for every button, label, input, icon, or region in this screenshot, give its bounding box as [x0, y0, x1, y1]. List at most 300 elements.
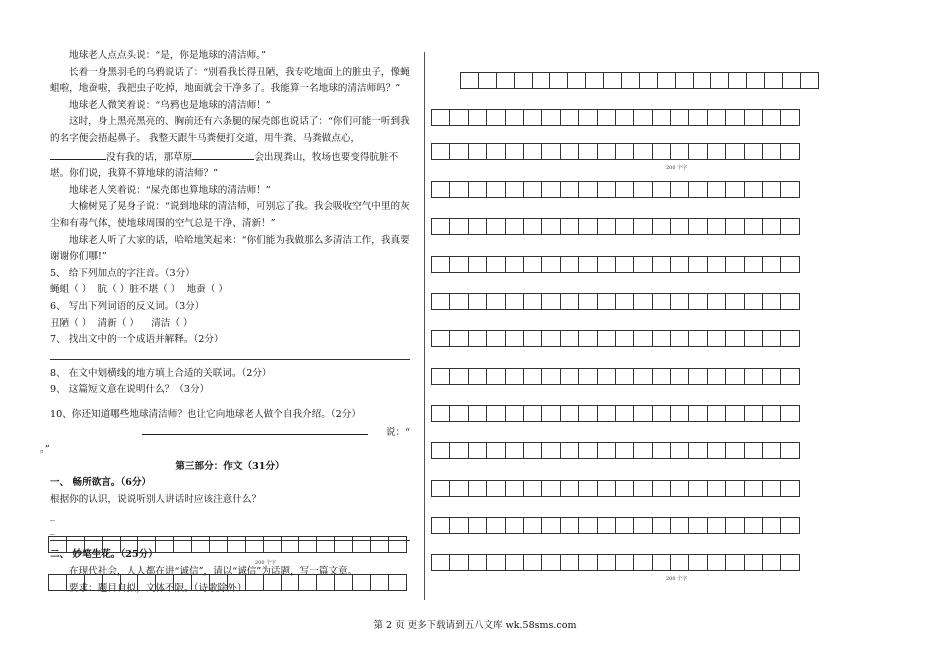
grid-cell[interactable]: [469, 256, 487, 273]
grid-cell[interactable]: [763, 442, 781, 459]
answer-dash[interactable]: _: [50, 524, 55, 536]
grid-cell[interactable]: [671, 368, 689, 385]
grid-cell[interactable]: [389, 536, 407, 553]
grid-cell[interactable]: [579, 554, 597, 571]
grid-cell[interactable]: [542, 256, 560, 273]
grid-cell[interactable]: [246, 574, 264, 591]
grid-cell[interactable]: [598, 218, 616, 235]
grid-cell[interactable]: [450, 405, 468, 422]
grid-cell[interactable]: [781, 181, 799, 198]
grid-cell[interactable]: [634, 554, 652, 571]
grid-cell[interactable]: [745, 442, 763, 459]
composition-grid-row[interactable]: [431, 442, 800, 459]
grid-cell[interactable]: [653, 517, 671, 534]
grid-cell[interactable]: [432, 109, 450, 126]
grid-cell[interactable]: [432, 218, 450, 235]
grid-cell[interactable]: [653, 293, 671, 310]
grid-cell[interactable]: [264, 574, 282, 591]
grid-cell[interactable]: [461, 72, 479, 89]
grid-cell[interactable]: [616, 218, 634, 235]
grid-cell[interactable]: [389, 574, 407, 591]
grid-cell[interactable]: [598, 181, 616, 198]
grid-cell[interactable]: [506, 181, 524, 198]
grid-cell[interactable]: [156, 536, 174, 553]
composition-grid-row[interactable]: [431, 293, 800, 310]
grid-cell[interactable]: [432, 405, 450, 422]
grid-cell[interactable]: [745, 181, 763, 198]
grid-cell[interactable]: [598, 517, 616, 534]
grid-cell[interactable]: [745, 517, 763, 534]
grid-cell[interactable]: [598, 480, 616, 497]
grid-cell[interactable]: [497, 72, 515, 89]
grid-cell[interactable]: [568, 72, 586, 89]
grid-cell[interactable]: [616, 109, 634, 126]
grid-cell[interactable]: [450, 256, 468, 273]
grid-cell[interactable]: [487, 109, 505, 126]
grid-cell[interactable]: [671, 442, 689, 459]
grid-cell[interactable]: [317, 574, 335, 591]
grid-cell[interactable]: [763, 109, 781, 126]
grid-cell[interactable]: [524, 181, 542, 198]
grid-cell[interactable]: [542, 480, 560, 497]
grid-cell[interactable]: [598, 330, 616, 347]
grid-cell[interactable]: [708, 554, 726, 571]
grid-cell[interactable]: [450, 218, 468, 235]
grid-cell[interactable]: [616, 554, 634, 571]
grid-cell[interactable]: [371, 536, 389, 553]
grid-cell[interactable]: [616, 442, 634, 459]
grid-cell[interactable]: [671, 330, 689, 347]
grid-cell[interactable]: [634, 517, 652, 534]
grid-cell[interactable]: [616, 293, 634, 310]
grid-cell[interactable]: [598, 256, 616, 273]
grid-cell[interactable]: [561, 368, 579, 385]
grid-cell[interactable]: [634, 109, 652, 126]
grid-cell[interactable]: [579, 293, 597, 310]
grid-cell[interactable]: [524, 517, 542, 534]
grid-cell[interactable]: [542, 368, 560, 385]
grid-cell[interactable]: [487, 218, 505, 235]
grid-cell[interactable]: [745, 218, 763, 235]
grid-cell[interactable]: [432, 368, 450, 385]
grid-cell[interactable]: [653, 143, 671, 160]
grid-cell[interactable]: [579, 330, 597, 347]
grid-cell[interactable]: [432, 256, 450, 273]
grid-cell[interactable]: [726, 109, 744, 126]
grid-cell[interactable]: [622, 72, 640, 89]
grid-cell[interactable]: [432, 330, 450, 347]
grid-cell[interactable]: [156, 574, 174, 591]
grid-cell[interactable]: [67, 574, 85, 591]
grid-cell[interactable]: [801, 72, 819, 89]
grid-cell[interactable]: [616, 405, 634, 422]
grid-cell[interactable]: [689, 330, 707, 347]
grid-cell[interactable]: [745, 368, 763, 385]
grid-cell[interactable]: [604, 72, 622, 89]
grid-cell[interactable]: [487, 293, 505, 310]
grid-cell[interactable]: [694, 72, 712, 89]
grid-cell[interactable]: [745, 405, 763, 422]
grid-cell[interactable]: [781, 442, 799, 459]
grid-cell[interactable]: [487, 368, 505, 385]
grid-cell[interactable]: [103, 536, 121, 553]
grid-cell[interactable]: [432, 442, 450, 459]
grid-cell[interactable]: [210, 536, 228, 553]
grid-cell[interactable]: [745, 109, 763, 126]
grid-cell[interactable]: [781, 143, 799, 160]
grid-cell[interactable]: [479, 72, 497, 89]
grid-cell[interactable]: [708, 405, 726, 422]
grid-cell[interactable]: [192, 574, 210, 591]
grid-cell[interactable]: [561, 256, 579, 273]
grid-cell[interactable]: [598, 368, 616, 385]
grid-cell[interactable]: [598, 293, 616, 310]
grid-cell[interactable]: [726, 405, 744, 422]
grid-cell[interactable]: [469, 405, 487, 422]
grid-cell[interactable]: [671, 143, 689, 160]
blank-line[interactable]: [142, 423, 368, 435]
grid-cell[interactable]: [708, 480, 726, 497]
composition-grid-row[interactable]: [431, 109, 800, 126]
grid-cell[interactable]: [515, 72, 533, 89]
composition-grid-row[interactable]: [48, 574, 407, 591]
grid-cell[interactable]: [192, 536, 210, 553]
grid-cell[interactable]: [561, 293, 579, 310]
grid-cell[interactable]: [450, 480, 468, 497]
grid-cell[interactable]: [763, 181, 781, 198]
grid-cell[interactable]: [450, 181, 468, 198]
grid-cell[interactable]: [763, 517, 781, 534]
grid-cell[interactable]: [487, 256, 505, 273]
grid-cell[interactable]: [745, 256, 763, 273]
grid-cell[interactable]: [450, 517, 468, 534]
grid-cell[interactable]: [616, 143, 634, 160]
grid-cell[interactable]: [726, 330, 744, 347]
grid-cell[interactable]: [450, 143, 468, 160]
grid-cell[interactable]: [781, 330, 799, 347]
grid-cell[interactable]: [524, 442, 542, 459]
grid-cell[interactable]: [763, 143, 781, 160]
grid-cell[interactable]: [689, 218, 707, 235]
grid-cell[interactable]: [174, 536, 192, 553]
grid-cell[interactable]: [469, 181, 487, 198]
grid-cell[interactable]: [469, 480, 487, 497]
grid-cell[interactable]: [103, 574, 121, 591]
grid-cell[interactable]: [708, 218, 726, 235]
grid-cell[interactable]: [726, 554, 744, 571]
grid-cell[interactable]: [616, 330, 634, 347]
grid-cell[interactable]: [299, 574, 317, 591]
grid-cell[interactable]: [671, 517, 689, 534]
grid-cell[interactable]: [524, 218, 542, 235]
grid-cell[interactable]: [598, 109, 616, 126]
grid-cell[interactable]: [487, 442, 505, 459]
grid-cell[interactable]: [781, 480, 799, 497]
grid-cell[interactable]: [598, 554, 616, 571]
grid-cell[interactable]: [264, 536, 282, 553]
grid-cell[interactable]: [689, 517, 707, 534]
grid-cell[interactable]: [67, 536, 85, 553]
composition-grid-row[interactable]: [431, 181, 800, 198]
grid-cell[interactable]: [579, 181, 597, 198]
grid-cell[interactable]: [726, 218, 744, 235]
grid-cell[interactable]: [634, 480, 652, 497]
grid-cell[interactable]: [542, 517, 560, 534]
grid-cell[interactable]: [282, 536, 300, 553]
grid-cell[interactable]: [317, 536, 335, 553]
grid-cell[interactable]: [561, 480, 579, 497]
grid-cell[interactable]: [671, 554, 689, 571]
grid-cell[interactable]: [561, 442, 579, 459]
grid-cell[interactable]: [579, 480, 597, 497]
grid-cell[interactable]: [689, 181, 707, 198]
grid-cell[interactable]: [432, 554, 450, 571]
grid-cell[interactable]: [450, 554, 468, 571]
composition-grid-row[interactable]: [431, 405, 800, 422]
composition-grid-row[interactable]: [48, 536, 407, 553]
grid-cell[interactable]: [653, 405, 671, 422]
grid-cell[interactable]: [726, 256, 744, 273]
grid-cell[interactable]: [634, 368, 652, 385]
grid-cell[interactable]: [506, 405, 524, 422]
grid-cell[interactable]: [781, 218, 799, 235]
grid-cell[interactable]: [542, 405, 560, 422]
grid-cell[interactable]: [671, 218, 689, 235]
grid-cell[interactable]: [616, 256, 634, 273]
grid-cell[interactable]: [634, 442, 652, 459]
grid-cell[interactable]: [653, 181, 671, 198]
grid-cell[interactable]: [763, 368, 781, 385]
grid-cell[interactable]: [708, 293, 726, 310]
grid-cell[interactable]: [689, 480, 707, 497]
grid-cell[interactable]: [653, 218, 671, 235]
composition-grid-row[interactable]: [431, 554, 800, 571]
grid-cell[interactable]: [745, 293, 763, 310]
grid-cell[interactable]: [353, 574, 371, 591]
grid-cell[interactable]: [550, 72, 568, 89]
grid-cell[interactable]: [506, 109, 524, 126]
answer-dash[interactable]: _: [50, 510, 55, 522]
grid-cell[interactable]: [598, 442, 616, 459]
grid-cell[interactable]: [579, 368, 597, 385]
grid-cell[interactable]: [506, 480, 524, 497]
grid-cell[interactable]: [745, 143, 763, 160]
grid-cell[interactable]: [726, 368, 744, 385]
grid-cell[interactable]: [506, 293, 524, 310]
grid-cell[interactable]: [487, 143, 505, 160]
grid-cell[interactable]: [85, 574, 103, 591]
grid-cell[interactable]: [561, 517, 579, 534]
grid-cell[interactable]: [299, 536, 317, 553]
grid-cell[interactable]: [353, 536, 371, 553]
grid-cell[interactable]: [708, 517, 726, 534]
grid-cell[interactable]: [335, 536, 353, 553]
grid-cell[interactable]: [335, 574, 353, 591]
grid-cell[interactable]: [658, 72, 676, 89]
grid-cell[interactable]: [729, 72, 747, 89]
grid-cell[interactable]: [708, 181, 726, 198]
grid-cell[interactable]: [598, 405, 616, 422]
grid-cell[interactable]: [524, 480, 542, 497]
composition-grid-row[interactable]: [431, 143, 800, 160]
grid-cell[interactable]: [726, 442, 744, 459]
grid-cell[interactable]: [689, 293, 707, 310]
grid-cell[interactable]: [634, 218, 652, 235]
grid-cell[interactable]: [542, 181, 560, 198]
grid-cell[interactable]: [781, 109, 799, 126]
grid-cell[interactable]: [542, 293, 560, 310]
grid-cell[interactable]: [432, 293, 450, 310]
composition-grid-row[interactable]: [431, 330, 800, 347]
grid-cell[interactable]: [506, 517, 524, 534]
grid-cell[interactable]: [138, 574, 156, 591]
composition-grid-row[interactable]: [431, 256, 800, 273]
grid-cell[interactable]: [469, 293, 487, 310]
grid-cell[interactable]: [561, 554, 579, 571]
grid-cell[interactable]: [763, 218, 781, 235]
grid-cell[interactable]: [561, 330, 579, 347]
grid-cell[interactable]: [506, 554, 524, 571]
grid-cell[interactable]: [469, 442, 487, 459]
grid-cell[interactable]: [671, 256, 689, 273]
grid-cell[interactable]: [524, 554, 542, 571]
grid-cell[interactable]: [616, 368, 634, 385]
grid-cell[interactable]: [579, 109, 597, 126]
grid-cell[interactable]: [579, 256, 597, 273]
grid-cell[interactable]: [561, 109, 579, 126]
grid-cell[interactable]: [763, 256, 781, 273]
grid-cell[interactable]: [542, 218, 560, 235]
grid-cell[interactable]: [469, 517, 487, 534]
grid-cell[interactable]: [671, 181, 689, 198]
grid-cell[interactable]: [542, 143, 560, 160]
grid-cell[interactable]: [487, 517, 505, 534]
grid-cell[interactable]: [506, 143, 524, 160]
grid-cell[interactable]: [781, 256, 799, 273]
grid-cell[interactable]: [726, 293, 744, 310]
grid-cell[interactable]: [487, 405, 505, 422]
grid-cell[interactable]: [726, 480, 744, 497]
composition-grid-row[interactable]: [431, 517, 800, 534]
grid-cell[interactable]: [671, 480, 689, 497]
grid-cell[interactable]: [450, 368, 468, 385]
grid-cell[interactable]: [524, 143, 542, 160]
grid-cell[interactable]: [671, 405, 689, 422]
grid-cell[interactable]: [524, 405, 542, 422]
grid-cell[interactable]: [745, 554, 763, 571]
composition-grid-row[interactable]: [460, 72, 819, 89]
grid-cell[interactable]: [506, 330, 524, 347]
grid-cell[interactable]: [763, 480, 781, 497]
grid-cell[interactable]: [450, 330, 468, 347]
grid-cell[interactable]: [487, 480, 505, 497]
grid-cell[interactable]: [524, 368, 542, 385]
grid-cell[interactable]: [653, 256, 671, 273]
grid-cell[interactable]: [450, 293, 468, 310]
grid-cell[interactable]: [708, 330, 726, 347]
grid-cell[interactable]: [689, 442, 707, 459]
grid-cell[interactable]: [781, 368, 799, 385]
grid-cell[interactable]: [634, 330, 652, 347]
grid-cell[interactable]: [689, 405, 707, 422]
grid-cell[interactable]: [711, 72, 729, 89]
grid-cell[interactable]: [653, 109, 671, 126]
grid-cell[interactable]: [781, 517, 799, 534]
grid-cell[interactable]: [653, 480, 671, 497]
grid-cell[interactable]: [542, 442, 560, 459]
grid-cell[interactable]: [579, 405, 597, 422]
grid-cell[interactable]: [561, 405, 579, 422]
grid-cell[interactable]: [689, 368, 707, 385]
grid-cell[interactable]: [371, 574, 389, 591]
grid-cell[interactable]: [524, 256, 542, 273]
grid-cell[interactable]: [561, 143, 579, 160]
grid-cell[interactable]: [781, 405, 799, 422]
grid-cell[interactable]: [524, 293, 542, 310]
grid-cell[interactable]: [616, 181, 634, 198]
grid-cell[interactable]: [579, 143, 597, 160]
grid-cell[interactable]: [781, 554, 799, 571]
grid-cell[interactable]: [524, 109, 542, 126]
grid-cell[interactable]: [246, 536, 264, 553]
grid-cell[interactable]: [469, 109, 487, 126]
grid-cell[interactable]: [616, 480, 634, 497]
grid-cell[interactable]: [708, 368, 726, 385]
grid-cell[interactable]: [561, 181, 579, 198]
grid-cell[interactable]: [579, 442, 597, 459]
grid-cell[interactable]: [506, 256, 524, 273]
grid-cell[interactable]: [781, 293, 799, 310]
grid-cell[interactable]: [432, 143, 450, 160]
grid-cell[interactable]: [634, 256, 652, 273]
grid-cell[interactable]: [689, 109, 707, 126]
grid-cell[interactable]: [747, 72, 765, 89]
grid-cell[interactable]: [542, 330, 560, 347]
grid-cell[interactable]: [469, 368, 487, 385]
grid-cell[interactable]: [85, 536, 103, 553]
grid-cell[interactable]: [49, 574, 67, 591]
grid-cell[interactable]: [506, 442, 524, 459]
grid-cell[interactable]: [121, 536, 139, 553]
grid-cell[interactable]: [228, 536, 246, 553]
grid-cell[interactable]: [634, 405, 652, 422]
grid-cell[interactable]: [533, 72, 551, 89]
grid-cell[interactable]: [542, 554, 560, 571]
grid-cell[interactable]: [745, 330, 763, 347]
grid-cell[interactable]: [450, 442, 468, 459]
grid-cell[interactable]: [653, 330, 671, 347]
grid-cell[interactable]: [579, 218, 597, 235]
grid-cell[interactable]: [487, 181, 505, 198]
grid-cell[interactable]: [653, 442, 671, 459]
grid-cell[interactable]: [432, 181, 450, 198]
grid-cell[interactable]: [689, 554, 707, 571]
grid-cell[interactable]: [671, 293, 689, 310]
grid-cell[interactable]: [726, 517, 744, 534]
grid-cell[interactable]: [676, 72, 694, 89]
grid-cell[interactable]: [228, 574, 246, 591]
grid-cell[interactable]: [634, 143, 652, 160]
grid-cell[interactable]: [726, 143, 744, 160]
grid-cell[interactable]: [708, 442, 726, 459]
composition-grid-row[interactable]: [431, 368, 800, 385]
grid-cell[interactable]: [765, 72, 783, 89]
grid-cell[interactable]: [542, 109, 560, 126]
composition-grid-row[interactable]: [431, 480, 800, 497]
grid-cell[interactable]: [634, 181, 652, 198]
grid-cell[interactable]: [469, 330, 487, 347]
grid-cell[interactable]: [671, 109, 689, 126]
